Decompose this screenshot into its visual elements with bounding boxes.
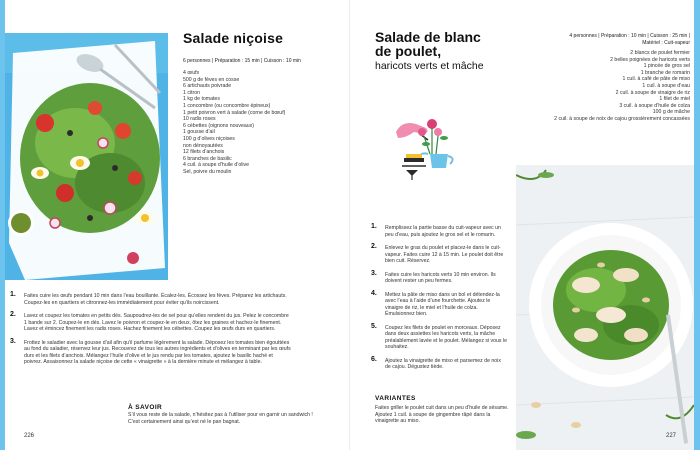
page-number-left: 226 bbox=[24, 433, 35, 439]
ingredient-item: 1 citron bbox=[183, 89, 201, 96]
ingredient-item: 3 cuil. à soupe d’huile de colza bbox=[619, 102, 690, 109]
step-item bbox=[371, 243, 507, 265]
ingredient-item: 1 concombre (ou concombre épineux) bbox=[183, 102, 271, 109]
ingredient-list-nicoise bbox=[183, 70, 343, 176]
recipe-equipment-poulet: Matériel : Cuit-vapeur bbox=[642, 40, 690, 46]
ingredient-item: 2 cuil. à soupe de vinaigre de riz bbox=[615, 89, 690, 96]
step-item bbox=[10, 337, 292, 366]
steps-nicoise bbox=[10, 291, 292, 373]
aside-title-variantes: VARIANTES bbox=[375, 395, 416, 402]
ingredient-list-poulet bbox=[470, 50, 690, 123]
kitchen-illustration bbox=[392, 110, 464, 180]
ingredient-item: 1 kg de tomates bbox=[183, 96, 220, 103]
ingredient-item: 2 blancs de poulet fermier bbox=[630, 50, 690, 56]
aside-text-variantes: Faites griller le poulet cuit dans un peu d’huile de sésame. Ajoutez 1 cuil. à soupe de gingembre râpé dans la vinaigrette au miso. bbox=[375, 405, 509, 425]
step-item bbox=[371, 223, 507, 238]
recipe-meta-nicoise: 6 personnes | Préparation : 15 min | Cuisson : 10 min bbox=[183, 58, 301, 64]
ingredient-item: 1 cuil. à café de pâte de miso bbox=[622, 76, 690, 83]
recipe-title-line: de poulet, bbox=[375, 43, 442, 59]
recipe-title-nicoise: Salade niçoise bbox=[183, 30, 284, 46]
ingredient-item: 100 g de mâche bbox=[652, 109, 690, 116]
recipe-subtitle-poulet: haricots verts et mâche bbox=[375, 60, 484, 72]
ingredient-item: 1 cuil. à soupe d’eau bbox=[642, 82, 690, 89]
ingredient-item: 6 branches de basilic bbox=[183, 155, 232, 162]
ingredient-item: 1 petit poivron vert à salade (corne de bœuf) bbox=[183, 109, 286, 116]
step-number: 5. bbox=[371, 322, 377, 330]
aside-title-a-savoir: À SAVOIR bbox=[128, 404, 163, 411]
section-tab: SALADES bbox=[5, 8, 35, 14]
aside-text-a-savoir: S’il vous reste de la salade, n’hésitez pas à l’utiliser pour en garnir un sandwich ! C’est certainement ainsi qu’est né le pan bagnat. bbox=[128, 412, 313, 425]
ingredient-item: 6 cébettes (oignons nouveaux) bbox=[183, 122, 254, 129]
ingredient-item: 1 branche de romarin bbox=[640, 69, 690, 76]
recipe-title-line: Salade de blanc bbox=[375, 29, 481, 45]
step-text: Mettez la pâte de miso dans un bol et détendez-la avec l’eau à l’aide d’une fourchette. Ajoutez le vinaigre de riz, le miel et l’huile de colza. Émulsionnez bien. bbox=[385, 291, 500, 317]
step-item bbox=[371, 355, 507, 371]
step-text: Coupez les filets de poulet en morceaux. Déposez dans deux assiettes les haricots verts, la mâche préalablement lavée et le poulet. Mélangez si vous le souhaitez. bbox=[385, 324, 507, 350]
step-number: 2. bbox=[371, 243, 377, 250]
step-number: 3. bbox=[371, 269, 377, 277]
step-text: Frottez le saladier avec la gousse d’ail afin qu’il parfume légèrement la salade. Déposez les tomates bien égouttées au fond du saladier, réservez leur jus. Recouvrez de tous les autres ingrédients et d’olives en terminant par les œufs durs et les filets d’anchois. Mélangez l’huile d’olive et le jus rendu par les tomates, ajoutez le basilic haché et poivrez. Assaisonnez la salade niçoise de cette « vinaigrette » à la dernière minute et mélangez à table. bbox=[24, 339, 291, 365]
ingredient-item: 1 pincée de gros sel bbox=[643, 63, 690, 70]
ingredient-item: 1 filet de miel bbox=[659, 96, 690, 103]
ingredient-item: 100 g d’olives niçoises bbox=[183, 135, 235, 142]
ingredient-item: 4 œufs bbox=[183, 70, 200, 76]
salade-poulet-photo bbox=[516, 165, 694, 450]
step-number: 4. bbox=[371, 289, 377, 297]
ingredient-item: Sel, poivre du moulin bbox=[183, 168, 232, 175]
ingredient-item: 10 radis roses bbox=[183, 116, 216, 123]
step-item bbox=[10, 311, 292, 333]
ingredient-item: 6 artichauts poivrade bbox=[183, 83, 232, 90]
ingredient-item: 500 g de fèves en cosse bbox=[183, 76, 240, 83]
ingredient-item: 12 filets d’anchois bbox=[183, 149, 225, 156]
recipe-title-poulet bbox=[375, 30, 481, 58]
step-text: Lavez et coupez les tomates en petits dés. Saupoudrez-les de sel pour qu’elles rendent du jus. Pelez le concombre 1 bande sur 2. Coupez-le en dés. Lavez le poivron et coupez-le en deux, ôtez les graines et hachez-le finement. Lavez et émincez finement les radis roses. Hachez finement les cébettes. Coupez les œufs durs en quartiers. bbox=[24, 313, 289, 332]
recipe-meta-poulet: 4 personnes | Préparation : 10 min | Cuisson : 25 min | bbox=[569, 33, 690, 39]
ingredient-item: 2 belles poignées de haricots verts bbox=[610, 56, 690, 63]
ingredient-item: 4 cuil. à soupe d’huile d’olive bbox=[183, 162, 250, 169]
step-number: 3. bbox=[10, 337, 16, 345]
step-text: Faites cuire les œufs pendant 10 min dans l’eau bouillante. Écalez-les. Écossez les fèves. Préparez les artichauts. Coupez-les en quartiers et citronnez-les immédiatement pour éviter qu’ils noircissent. bbox=[24, 293, 287, 306]
step-number: 1. bbox=[371, 223, 377, 230]
step-text: Remplissez la partie basse du cuit-vapeur avec un peu d’eau, puis ajoutez le gros sel et le romarin. bbox=[385, 225, 501, 238]
step-number: 1. bbox=[10, 291, 16, 298]
step-text: Enlevez le gras du poulet et placez-le dans le cuit-vapeur. Faites cuire 12 à 15 min. Le poulet doit être bien cuit. Réservez. bbox=[385, 245, 504, 264]
steps-poulet bbox=[371, 223, 507, 378]
ingredient-item: 2 cuil. à soupe de noix de cajou grossièrement concassées bbox=[554, 115, 690, 122]
step-text: Ajoutez la vinaigrette de miso et parsemez de noix de cajou. Dégustez tiède. bbox=[385, 357, 501, 370]
step-item bbox=[10, 291, 292, 306]
page-number-right: 227 bbox=[666, 433, 677, 439]
ingredient-item: non dénoyautées bbox=[183, 142, 223, 149]
step-text: Faites cuire les haricots verts 10 min environ. Ils doivent rester un peu fermes. bbox=[385, 271, 496, 284]
salade-nicoise-photo bbox=[5, 33, 168, 280]
step-item bbox=[371, 269, 507, 285]
step-item bbox=[371, 322, 507, 351]
ingredient-item: 1 gousse d’ail bbox=[183, 129, 215, 136]
step-number: 6. bbox=[371, 355, 377, 363]
step-number: 2. bbox=[10, 311, 16, 318]
step-item bbox=[371, 289, 507, 318]
right-page-edge bbox=[694, 0, 700, 450]
